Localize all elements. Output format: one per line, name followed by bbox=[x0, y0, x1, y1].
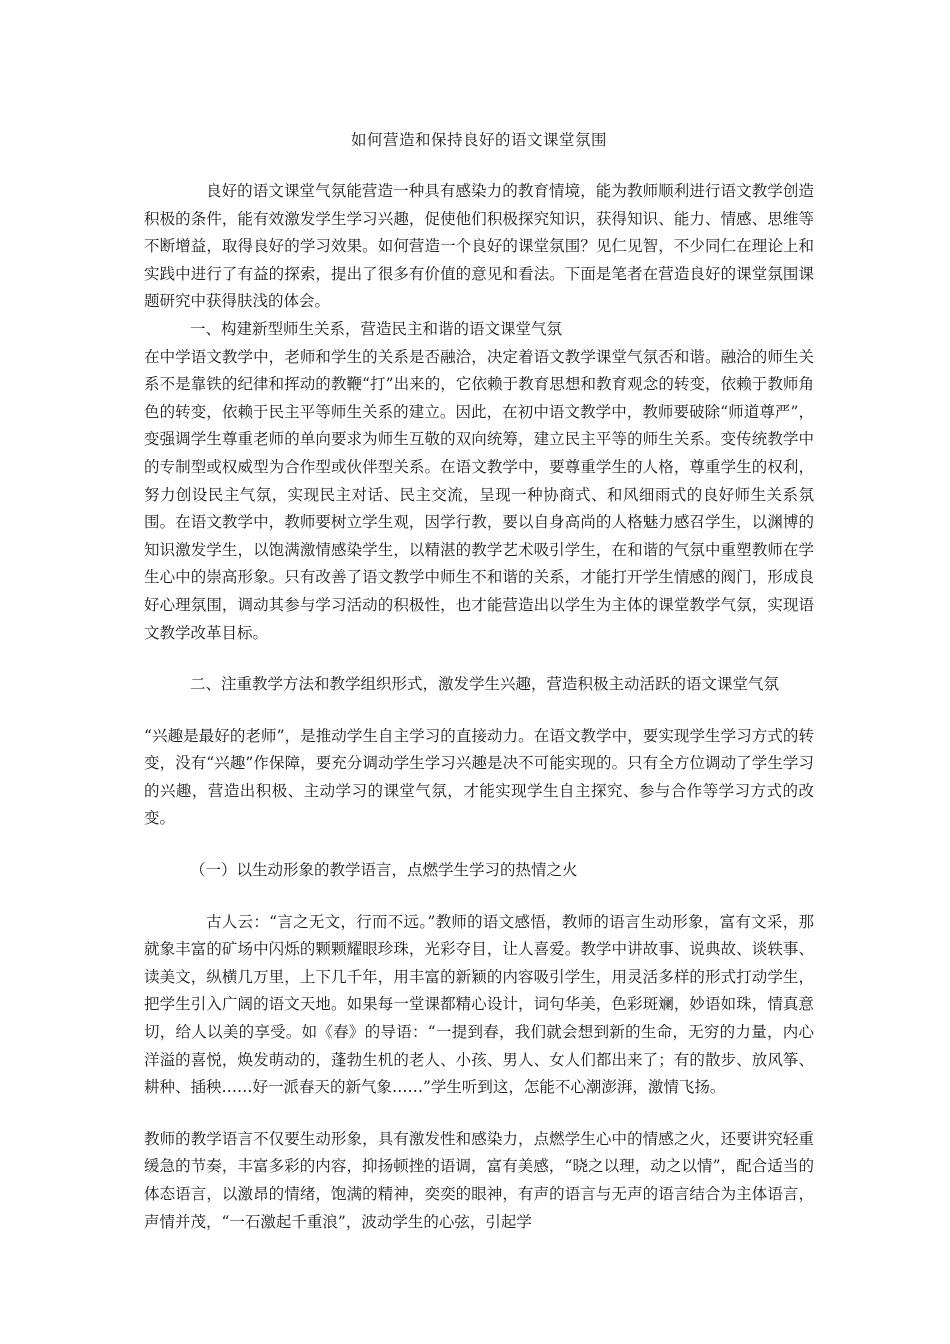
spacer bbox=[144, 647, 814, 671]
spacer bbox=[144, 833, 814, 857]
subsection-1-paragraph-1: 古人云：“言之无文，行而不远。”教师的语文感悟，教师的语言生动形象，富有文采，那就象丰富的矿场中闪烁的颗颗耀眼珍珠，光彩夺目，让人喜爱。教学中讲故事、说典故、谈轶事、读美文，纵横几万里，上下几千年，用丰富的新颖的内容吸引学生，用灵活多样的形式打动学生，把学生引入广阔的语文天地。如果每一堂课都精心设计，词句华美，色彩斑斓，妙语如珠，情真意切，给人以美的享受。如《春》的导语：“一提到春，我们就会想到新的生命，无穷的力量，内心洋溢的喜悦，焕发萌动的，蓬勃生机的老人、小孩、男人、女人们都出来了；有的散步、放风筝、耕种、插秧……好一派春天的新气象……”学生听到这，怎能不心潮澎湃，激情飞扬。 bbox=[144, 912, 814, 1097]
document-title: 如何营造和保持良好的语文课堂氛围 bbox=[350, 131, 607, 149]
document-page bbox=[144, 128, 814, 1236]
section-2-heading: 二、注重教学方法和教学组织形式，激发学生兴趣，营造积极主动活跃的语文课堂气氛 bbox=[190, 675, 780, 694]
spacer bbox=[144, 885, 814, 909]
section-1-heading: 一、构建新型师生关系，营造民主和谐的语文课堂气氛 bbox=[190, 319, 563, 338]
intro-paragraph: 良好的语文课堂气氛能营造一种具有感染力的教育情境，能为教师顺利进行语文教学创造积极的条件，能有效激发学生学习兴趣，促使他们积极探究知识，获得知识、能力、情感、思维等不断增益，取得良好的学习效果。如何营造一个良好的课堂氛围？见仁见智，不少同仁在理论上和实践中进行了有益的探索，提出了很多有价值的意见和看法。下面是笔者在营造良好的课堂氛围课题研究中获得肤浅的体会。 bbox=[144, 182, 814, 311]
subsection-1-paragraph-2: 教师的教学语言不仅要生动形象，具有激发性和感染力，点燃学生心中的情感之火，还要讲究轻重缓急的节奏，丰富多彩的内容，抑扬顿挫的语调，富有美感，“晓之以理，动之以情”，配合适当的体态语言，以激昂的情绪，饱满的精神，奕奕的眼神，有声的语言与无声的语言结合为主体语言，声情并茂，“一石激起千重浪”，波动学生的心弦，引起学 bbox=[144, 1129, 814, 1231]
section-1-body: 在中学语文教学中，老师和学生的关系是否融洽，决定着语文教学课堂气氛否和谐。融洽的师生关系不是靠铁的纪律和挥动的教鞭“打”出来的，它依赖于教育思想和教育观念的转变，依赖于教师角色的转变，依赖于民主平等师生关系的建立。因此，在初中语文教学中，教师要破除“师道尊严”，变强调学生尊重老师的单向要求为师生互敬的双向统筹，建立民主平等的师生关系。变传统教学中的专制型或权威型为合作型或伙伴型关系。在语文教学中，要尊重学生的人格，尊重学生的权利，努力创设民主气氛，实现民主对话、民主交流，呈现一种协商式、和风细雨式的良好师生关系氛围。在语文教学中，教师要树立学生观，因学行教，要以自身高尚的人格魅力感召学生，以渊博的知识激发学生，以饱满激情感染学生，以精湛的教学艺术吸引学生，在和谐的气氛中重塑教师在学生心中的崇高形象。只有改善了语文教学中师生不和谐的关系，才能打开学生情感的阀门，形成良好心理氛围，调动其参与学习活动的积极性，也才能营造出以学生为主体的课堂教学气氛，实现语文教学改革目标。 bbox=[144, 347, 814, 642]
subsection-1-heading: （一）以生动形象的教学语言，点燃学生学习的热情之火 bbox=[190, 861, 578, 880]
spacer bbox=[144, 1102, 814, 1126]
section-2-body: “兴趣是最好的老师”，是推动学生自主学习的直接动力。在语文教学中，要实现学生学习方式的转变，没有“兴趣”作保障，要充分调动学生学习兴趣是决不可能实现的。只有全方位调动了学生学习的兴趣，营造出积极、主动学习的课堂气氛，才能实现学生自主探究、参与合作等学习方式的改变。 bbox=[144, 726, 814, 828]
spacer bbox=[144, 699, 814, 723]
